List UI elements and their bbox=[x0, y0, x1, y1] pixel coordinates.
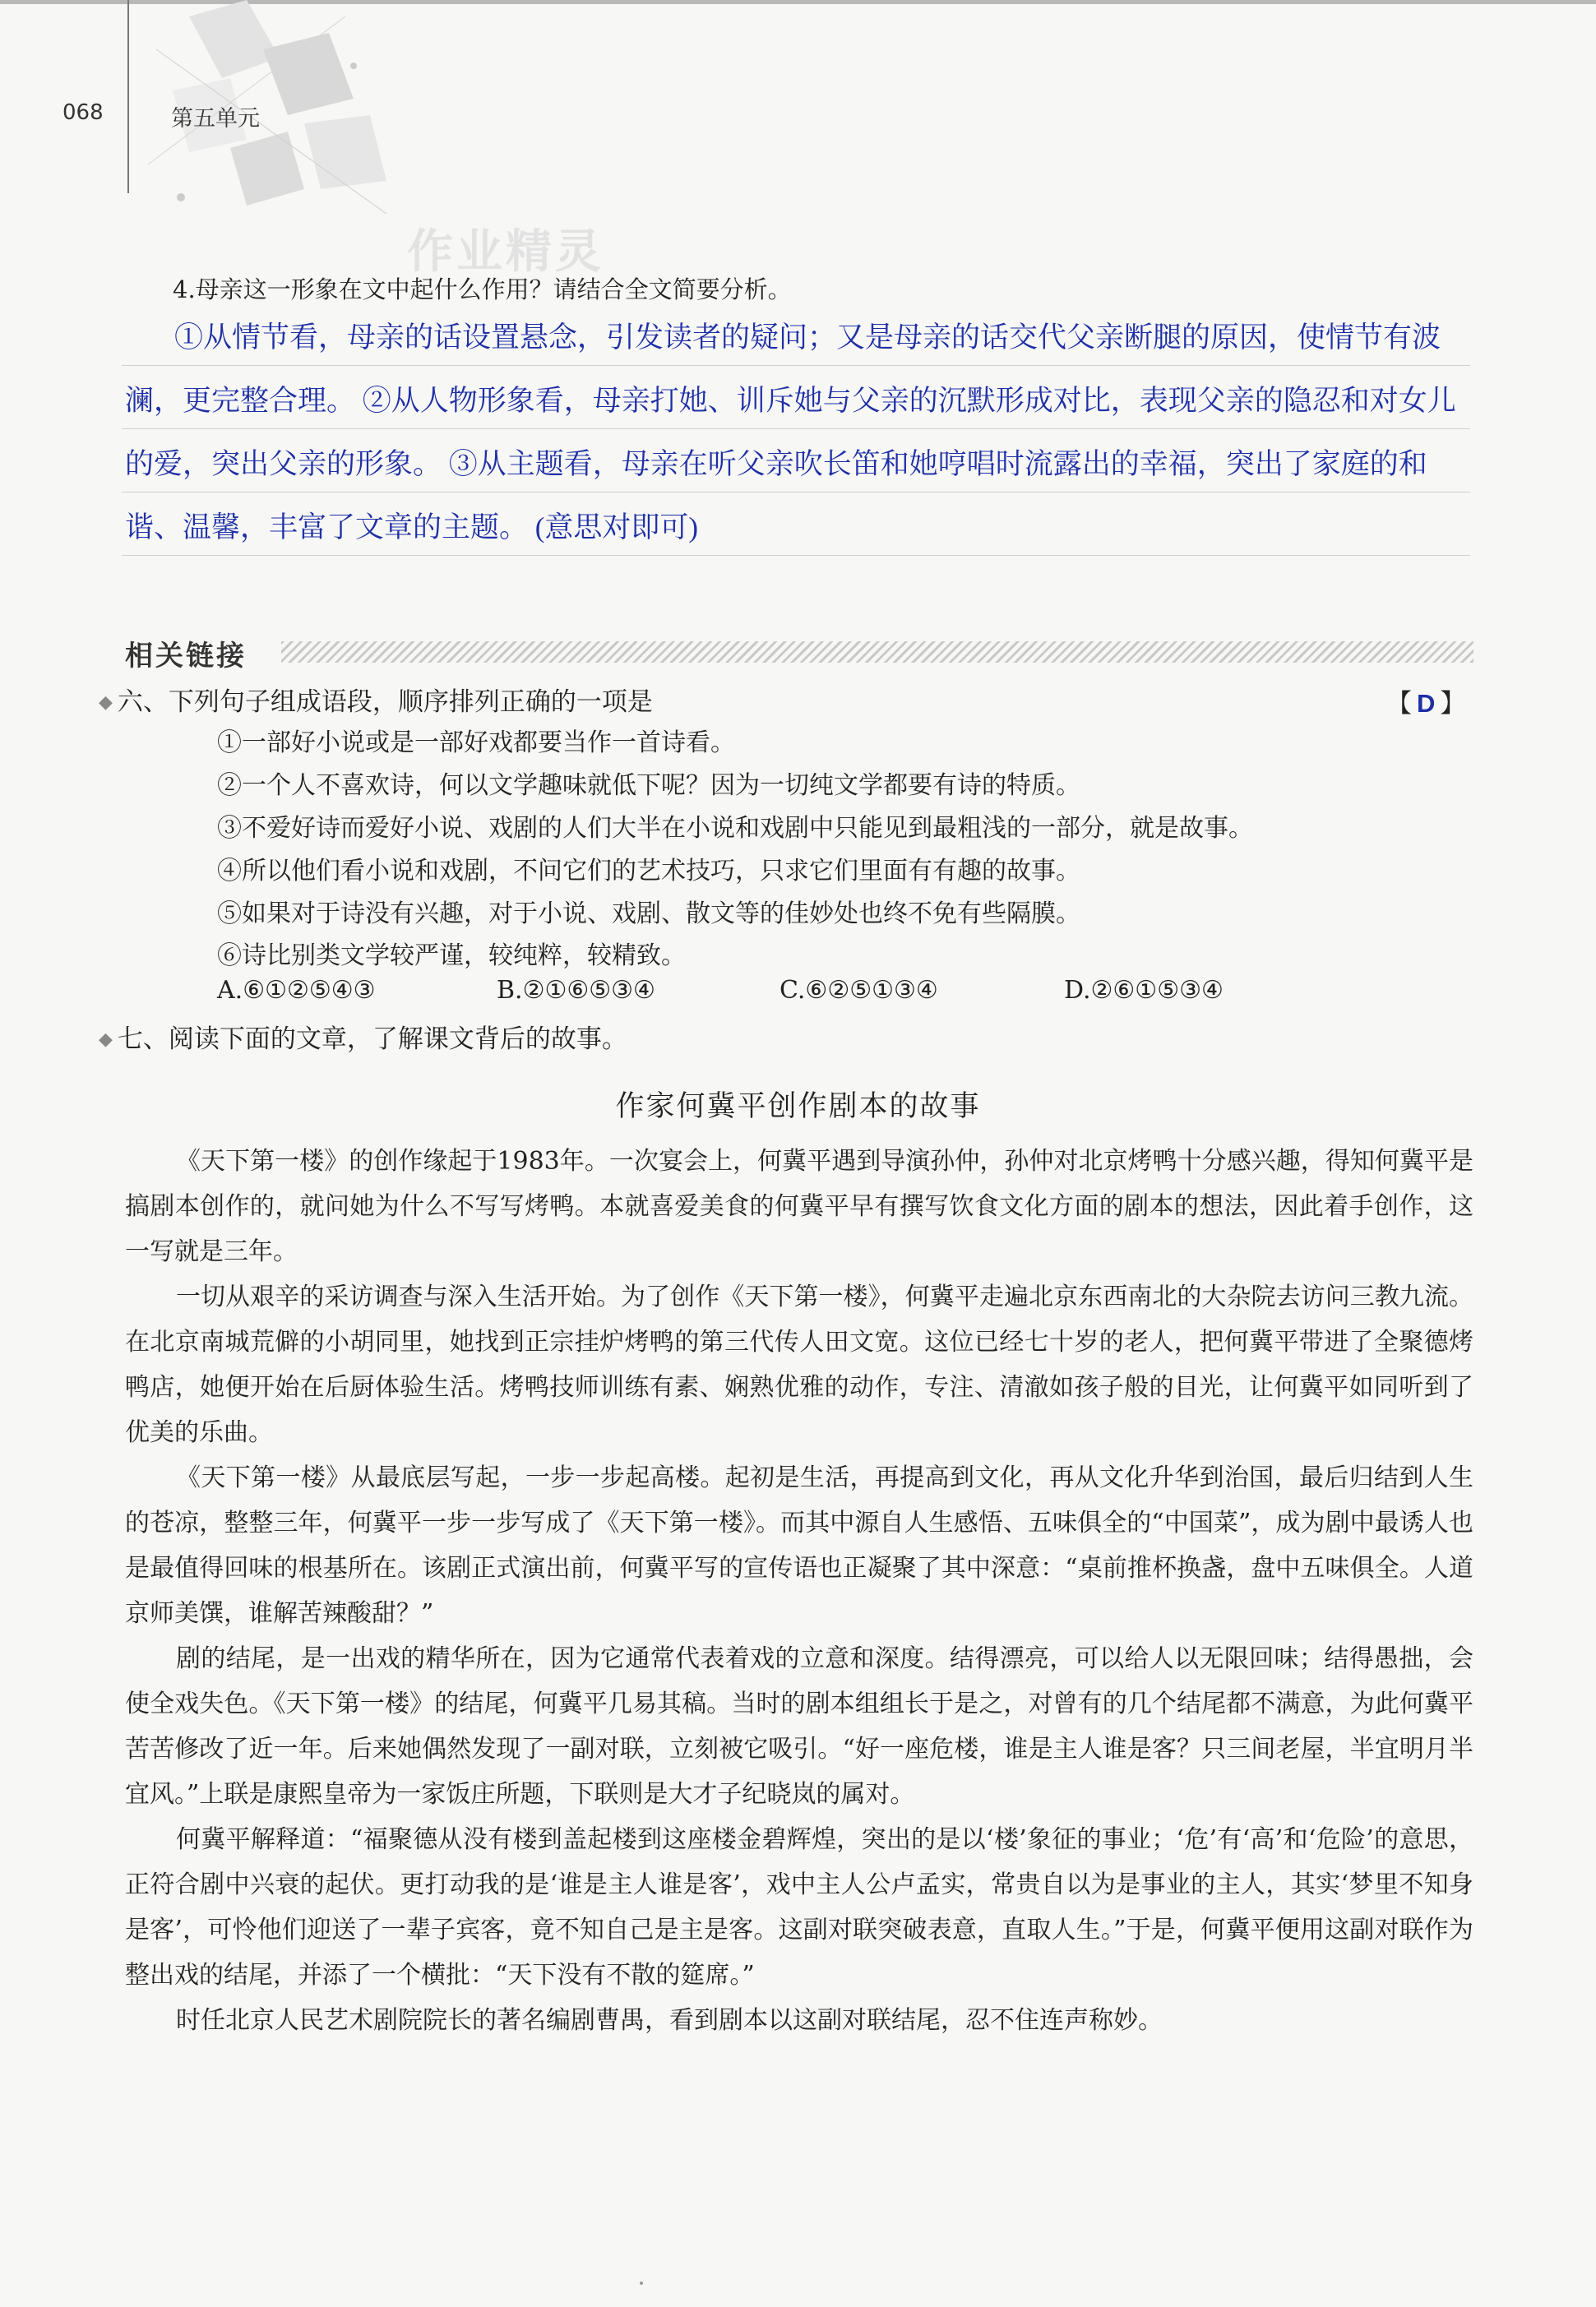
question-6-prompt bbox=[99, 681, 653, 718]
unit-title: 第五单元 bbox=[171, 106, 260, 132]
related-section-header bbox=[125, 633, 1473, 673]
article-body bbox=[125, 1139, 1473, 2043]
question-6-text: 六、下列句子组成语段，顺序排列正确的一项是 bbox=[117, 687, 653, 717]
handwritten-answer: ①从情节看，母亲的话设置悬念，引发读者的疑问；又是母亲的话交代父亲断腿的原因，使情节有波澜，更完整合理。 ②从人物形象看，母亲打她、训斥她与父亲的沉默形成对比，表现父亲的隐忍和对女儿的爱，突出父亲的形象。 ③从主题看，母亲在听父亲吹长笛和她哼唱时流露出的幸福，突出了家庭的和谐、温馨，丰富了文章的主题。 (意思对即可) bbox=[125, 321, 1456, 543]
sentence-item: ①一部好小说或是一部好戏都要当作一首诗看。 bbox=[217, 728, 735, 757]
option-a: A.⑥①②⑤④③ bbox=[217, 976, 376, 1005]
sentence-item: ⑥诗比别类文学较严谨，较纯粹，较精致。 bbox=[217, 941, 686, 970]
sentence-item: ②一个人不喜欢诗，何以文学趣味就低下呢？因为一切纯文学都要有诗的特质。 bbox=[217, 771, 1080, 800]
diamond-icon: ◆ bbox=[99, 692, 113, 713]
bracket-open: 【 bbox=[1386, 689, 1412, 719]
diamond-icon: ◆ bbox=[99, 1029, 113, 1050]
article-title: 作家何冀平创作剧本的故事 bbox=[615, 1090, 981, 1123]
sentence-item: ④所以他们看小说和戏剧，不问它们的艺术技巧，只求它们里面有有趣的故事。 bbox=[217, 857, 1080, 885]
article-paragraph: 《天下第一楼》的创作缘起于1983年。一次宴会上，何冀平遇到导演孙仲，孙仲对北京烤鸭十分感兴趣，得知何冀平是搞剧本创作的，就问她为什么不写写烤鸭。本就喜爱美食的何冀平早有撰写饮食文化方面的剧本的想法，因此着手创作，这一写就是三年。 bbox=[125, 1147, 1473, 1266]
sentence-item: ③不爱好诗而爱好小说、戏剧的人们大半在小说和戏剧中只能见到最粗浅的一部分，就是故事。 bbox=[217, 814, 1253, 843]
article-paragraph: 何冀平解释道：“福聚德从没有楼到盖起楼到这座楼金碧辉煌，突出的是以‘楼’象征的事业；‘危’有‘高’和‘危险’的意思，正符合剧中兴衰的起伏。更打动我的是‘谁是主人谁是客’，戏中主人公卢孟实，常贵自以为是事业的主人，其实‘梦里不知身是客’，可怜他们迎送了一辈子宾客，竟不知自己是主是客。这副对联突破表意，直取人生。”于是，何冀平便用这副对联作为整出戏的结尾，并添了一个横批：“天下没有不散的筵席。” bbox=[125, 1825, 1473, 1990]
option-b: B.②①⑥⑤③④ bbox=[497, 976, 655, 1005]
question-7-text: 七、阅读下面的文章，了解课文背后的故事。 bbox=[117, 1024, 627, 1054]
page-number: 068 bbox=[62, 100, 104, 125]
option-d: D.②⑥①⑤③④ bbox=[1064, 976, 1224, 1005]
article-paragraph: 一切从艰辛的采访调查与深入生活开始。为了创作《天下第一楼》，何冀平走遍北京东西南北的大杂院去访问三教九流。在北京南城荒僻的小胡同里，她找到正宗挂炉烤鸭的第三代传人田文宽。这位已经七十岁的老人，把何冀平带进了全聚德烤鸭店，她便开始在后厨体验生活。烤鸭技师训练有素、娴熟优雅的动作，专注、清澈如孩子般的目光，让何冀平如同听到了优美的乐曲。 bbox=[125, 1283, 1473, 1447]
section-title: 相关链接 bbox=[125, 640, 247, 673]
page-dot bbox=[640, 2282, 643, 2285]
section-hatch bbox=[281, 641, 1473, 663]
options-row bbox=[217, 976, 1286, 1009]
watermark: 作业精灵 bbox=[407, 225, 604, 279]
bracket-close: 】 bbox=[1440, 689, 1466, 719]
article-paragraph: 《天下第一楼》从最底层写起，一步一步起高楼。起初是生活，再提高到文化，再从文化升华到治国，最后归结到人生的苍凉，整整三年，何冀平一步一步写成了《天下第一楼》。而其中源自人生感悟、五味俱全的“中国菜”，成为剧中最诱人也是最值得回味的根基所在。该剧正式演出前，何冀平写的宣传语也正凝聚了其中深意：“桌前推杯换盏，盘中五味俱全。人道京师美馔，谁解苦辣酸甜？” bbox=[125, 1463, 1473, 1628]
question-6-answer: D bbox=[1417, 689, 1436, 718]
header-divider bbox=[127, 0, 129, 193]
sentence-item: ⑤如果对于诗没有兴趣，对于小说、戏剧、散文等的佳妙处也终不免有些隔膜。 bbox=[217, 899, 1080, 928]
article-paragraph: 剧的结尾，是一出戏的精华所在，因为它通常代表着戏的立意和深度。结得漂亮，可以给人以无限回味；结得愚拙，会使全戏失色。《天下第一楼》的结尾，何冀平几易其稿。当时的剧本组组长于是之，对曾有的几个结尾都不满意，为此何冀平苦苦修改了近一年。后来她偶然发现了一副对联，立刻被它吸引。“好一座危楼，谁是主人谁是客？只三间老屋，半宜明月半宜风。”上联是康熙皇帝为一家饭庄所题，下联则是大才子纪晓岚的属对。 bbox=[125, 1644, 1473, 1809]
question-7-prompt bbox=[99, 1018, 627, 1055]
option-c: C.⑥②⑤①③④ bbox=[779, 976, 938, 1005]
question-4-prompt: 4.母亲这一形象在文中起什么作用？请结合全文简要分析。 bbox=[173, 275, 792, 303]
article-paragraph: 时任北京人民艺术剧院院长的著名编剧曹禺，看到剧本以这副对联结尾，忍不住连声称妙。 bbox=[176, 2006, 1163, 2035]
answer-bracket bbox=[1386, 682, 1465, 719]
